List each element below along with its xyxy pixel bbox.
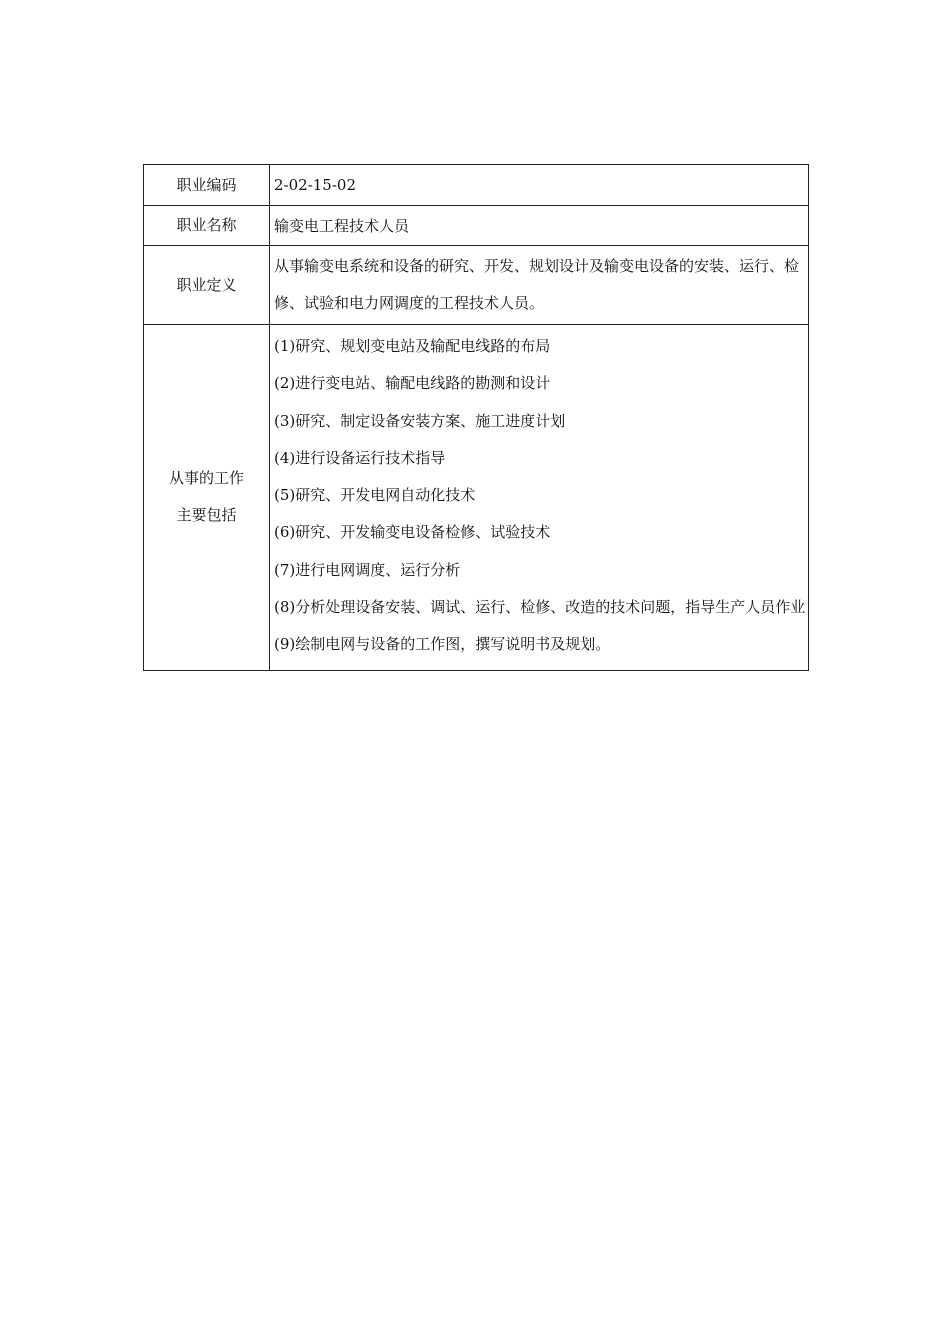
duty-item: (9)绘制电网与设备的工作图，撰写说明书及规划。 — [274, 635, 611, 654]
definition-label: 职业定义 — [144, 246, 270, 325]
occupation-table — [143, 164, 809, 671]
table-row-code — [144, 165, 809, 206]
table-row-name — [144, 206, 809, 246]
duties-label — [144, 325, 270, 671]
definition-value — [270, 246, 809, 325]
definition-text: 从事输变电系统和设备的研究、开发、规划设计及输变电设备的安装、运行、检修、试验和电力网调度的工程技术人员。 — [274, 257, 800, 312]
duties-list — [274, 325, 806, 670]
duty-item: (5)研究、开发电网自动化技术 — [274, 486, 476, 505]
duty-item: (6)研究、开发输变电设备检修、试验技术 — [274, 523, 551, 542]
name-value: 输变电工程技术人员 — [270, 206, 809, 246]
duty-item: (4)进行设备运行技术指导 — [274, 448, 446, 467]
duty-item: (8)分析处理设备安装、调试、运行、检修、改造的技术问题，指导生产人员作业 — [274, 598, 806, 617]
duties-label-line1: 从事的工作 — [168, 469, 244, 488]
duties-label-line2: 主要包括 — [176, 506, 237, 525]
duties-value — [270, 325, 809, 671]
duty-item: (1)研究、规划变电站及输配电线路的布局 — [274, 337, 551, 355]
table-row-definition — [144, 246, 809, 325]
duty-item: (3)研究、制定设备安装方案、施工进度计划 — [274, 411, 566, 430]
table-row-duties — [144, 325, 809, 671]
name-label: 职业名称 — [144, 206, 270, 246]
duty-item: (7)进行电网调度、运行分析 — [274, 560, 461, 579]
code-value: 2-02-15-02 — [270, 165, 809, 206]
duty-item: (2)进行变电站、输配电线路的勘测和设计 — [274, 374, 551, 393]
code-label: 职业编码 — [144, 165, 270, 206]
